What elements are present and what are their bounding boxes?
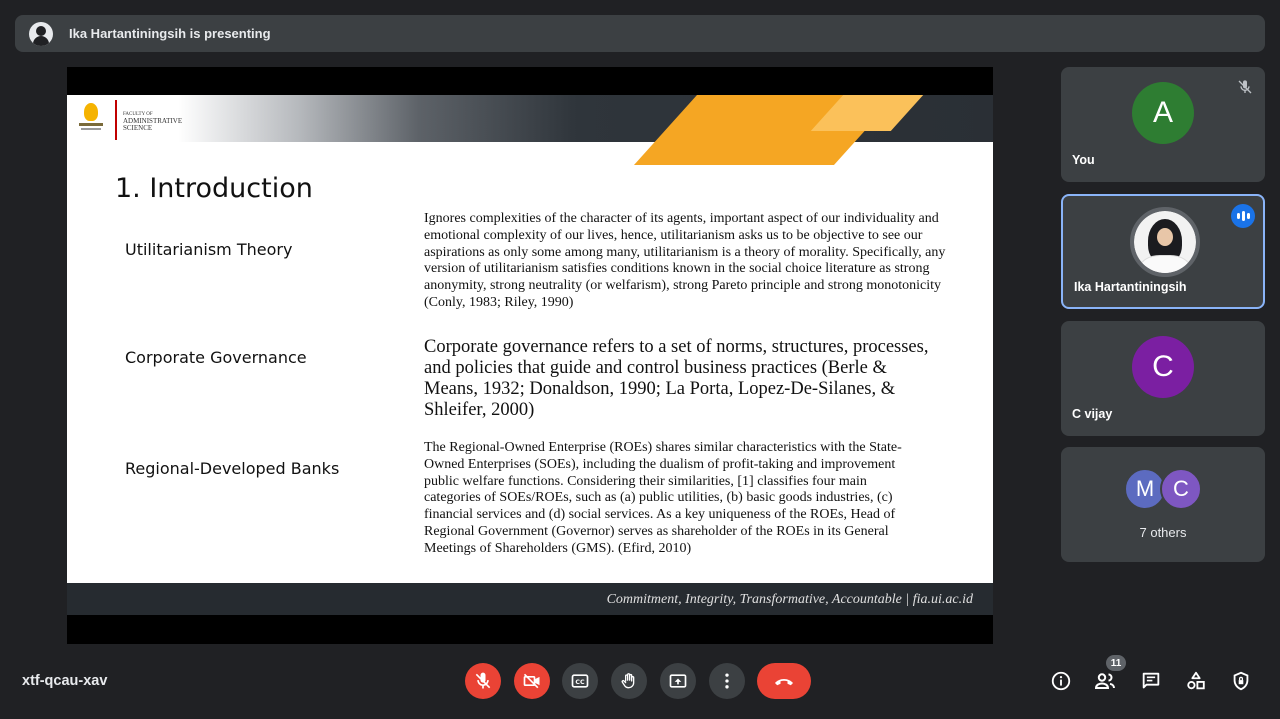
leave-call-button[interactable] bbox=[757, 663, 811, 699]
participants-button[interactable] bbox=[1093, 669, 1117, 693]
meeting-details-button[interactable] bbox=[1049, 669, 1073, 693]
hand-icon bbox=[619, 671, 639, 691]
people-icon bbox=[1093, 669, 1117, 693]
participant-name: Ika Hartantiningsih bbox=[1074, 280, 1187, 294]
participant-tile-you[interactable] bbox=[1061, 67, 1265, 182]
row-label-utilitarianism: Utilitarianism Theory bbox=[125, 240, 293, 259]
row-label-governance: Corporate Governance bbox=[125, 348, 307, 367]
present-icon bbox=[668, 671, 688, 691]
presenting-text: Ika Hartantiningsih is presenting bbox=[69, 26, 271, 41]
info-icon bbox=[1050, 670, 1072, 692]
avatar: A bbox=[1132, 82, 1194, 144]
avatar: C bbox=[1132, 336, 1194, 398]
svg-text:CC: CC bbox=[575, 678, 585, 686]
mic-off-icon bbox=[473, 671, 493, 691]
chat-button[interactable] bbox=[1139, 669, 1163, 693]
faculty-logo bbox=[77, 98, 187, 140]
captions-icon bbox=[570, 671, 590, 691]
row-text-utilitarianism: Ignores complexities of the character of its agents, important aspect of our individuality and emotional complexity of our lives, hence, utilitarianism asks us to be objective to see our aspirations as only some among many, utilitarianism is a theory of morality. Specifically, any version of utilitarianism satisfies conditions known in the social choice literature as strong anonymity, strong neutrality (or welfarism), strong Pareto principle and strong monotonicity (Conly, 1983; Riley, 1990) bbox=[424, 211, 946, 310]
speaking-indicator-icon bbox=[1231, 204, 1255, 228]
participant-name: You bbox=[1072, 153, 1095, 167]
slide-title: 1. Introduction bbox=[115, 173, 313, 204]
others-count-label: 7 others bbox=[1139, 525, 1187, 540]
participant-tile-c-vijay[interactable] bbox=[1061, 321, 1265, 436]
participant-photo bbox=[1130, 207, 1200, 277]
logo-divider bbox=[115, 100, 117, 140]
activities-button[interactable] bbox=[1184, 669, 1208, 693]
activities-icon bbox=[1185, 670, 1207, 692]
mic-toggle-button[interactable] bbox=[465, 663, 501, 699]
logo-text: FACULTY OF ADMINISTRATIVE SCIENCE bbox=[123, 112, 183, 132]
mic-off-icon bbox=[1233, 75, 1257, 99]
more-vert-icon bbox=[717, 671, 737, 691]
shield-lock-icon bbox=[1230, 670, 1252, 692]
chat-icon bbox=[1140, 670, 1162, 692]
row-text-governance: Corporate governance refers to a set of norms, structures, processes, and policies that guide and control business practices (Berle & Means, 1932; Donaldson, 1990; La Porta, Lopez-De-Silanes, & Shleifer, 2000) bbox=[424, 337, 929, 420]
row-label-banks: Regional-Developed Banks bbox=[125, 459, 340, 478]
avatar: C bbox=[1160, 468, 1202, 510]
host-controls-button[interactable] bbox=[1229, 669, 1253, 693]
footer-text: Commitment, Integrity, Transformative, Accountable | fia.ui.ac.id bbox=[606, 592, 973, 607]
row-text-banks: The Regional-Owned Enterprise (ROEs) shares similar characteristics with the State-Owned Enterprises (SOEs), including the dualism of profit-taking and improvement public welfare functions. Considering their similarities, [1] classifies four main categories of SOEs/ROEs, such as (a) public utilities, (b) basic goods industries, (c) financial services and (d) social services. As a key uniqueness of the ROEs, Head of Regional Government (Governor) serves as shareholder of the ROEs in its General Meetings of Shareholders (GMS). (Efird, 2010) bbox=[424, 440, 902, 556]
raise-hand-button[interactable] bbox=[611, 663, 647, 699]
captions-button[interactable] bbox=[562, 663, 598, 699]
participant-name: C vijay bbox=[1072, 407, 1113, 421]
presenting-banner bbox=[15, 15, 1265, 52]
avatar: M bbox=[1124, 468, 1166, 510]
presentation-stage[interactable] bbox=[67, 67, 993, 644]
camera-toggle-button[interactable] bbox=[514, 663, 550, 699]
camera-off-icon bbox=[522, 671, 542, 691]
participant-tile-others[interactable] bbox=[1061, 447, 1265, 562]
slide bbox=[67, 95, 993, 615]
meeting-code: xtf-qcau-xav bbox=[22, 673, 108, 689]
slide-footer bbox=[67, 583, 993, 615]
more-options-button[interactable] bbox=[709, 663, 745, 699]
present-screen-button[interactable] bbox=[660, 663, 696, 699]
university-seal-icon bbox=[79, 101, 103, 129]
hang-up-icon bbox=[772, 669, 796, 693]
participant-count-badge: 11 bbox=[1106, 655, 1126, 671]
presenter-avatar-icon bbox=[29, 22, 53, 46]
participant-tile-presenter[interactable] bbox=[1061, 194, 1265, 309]
